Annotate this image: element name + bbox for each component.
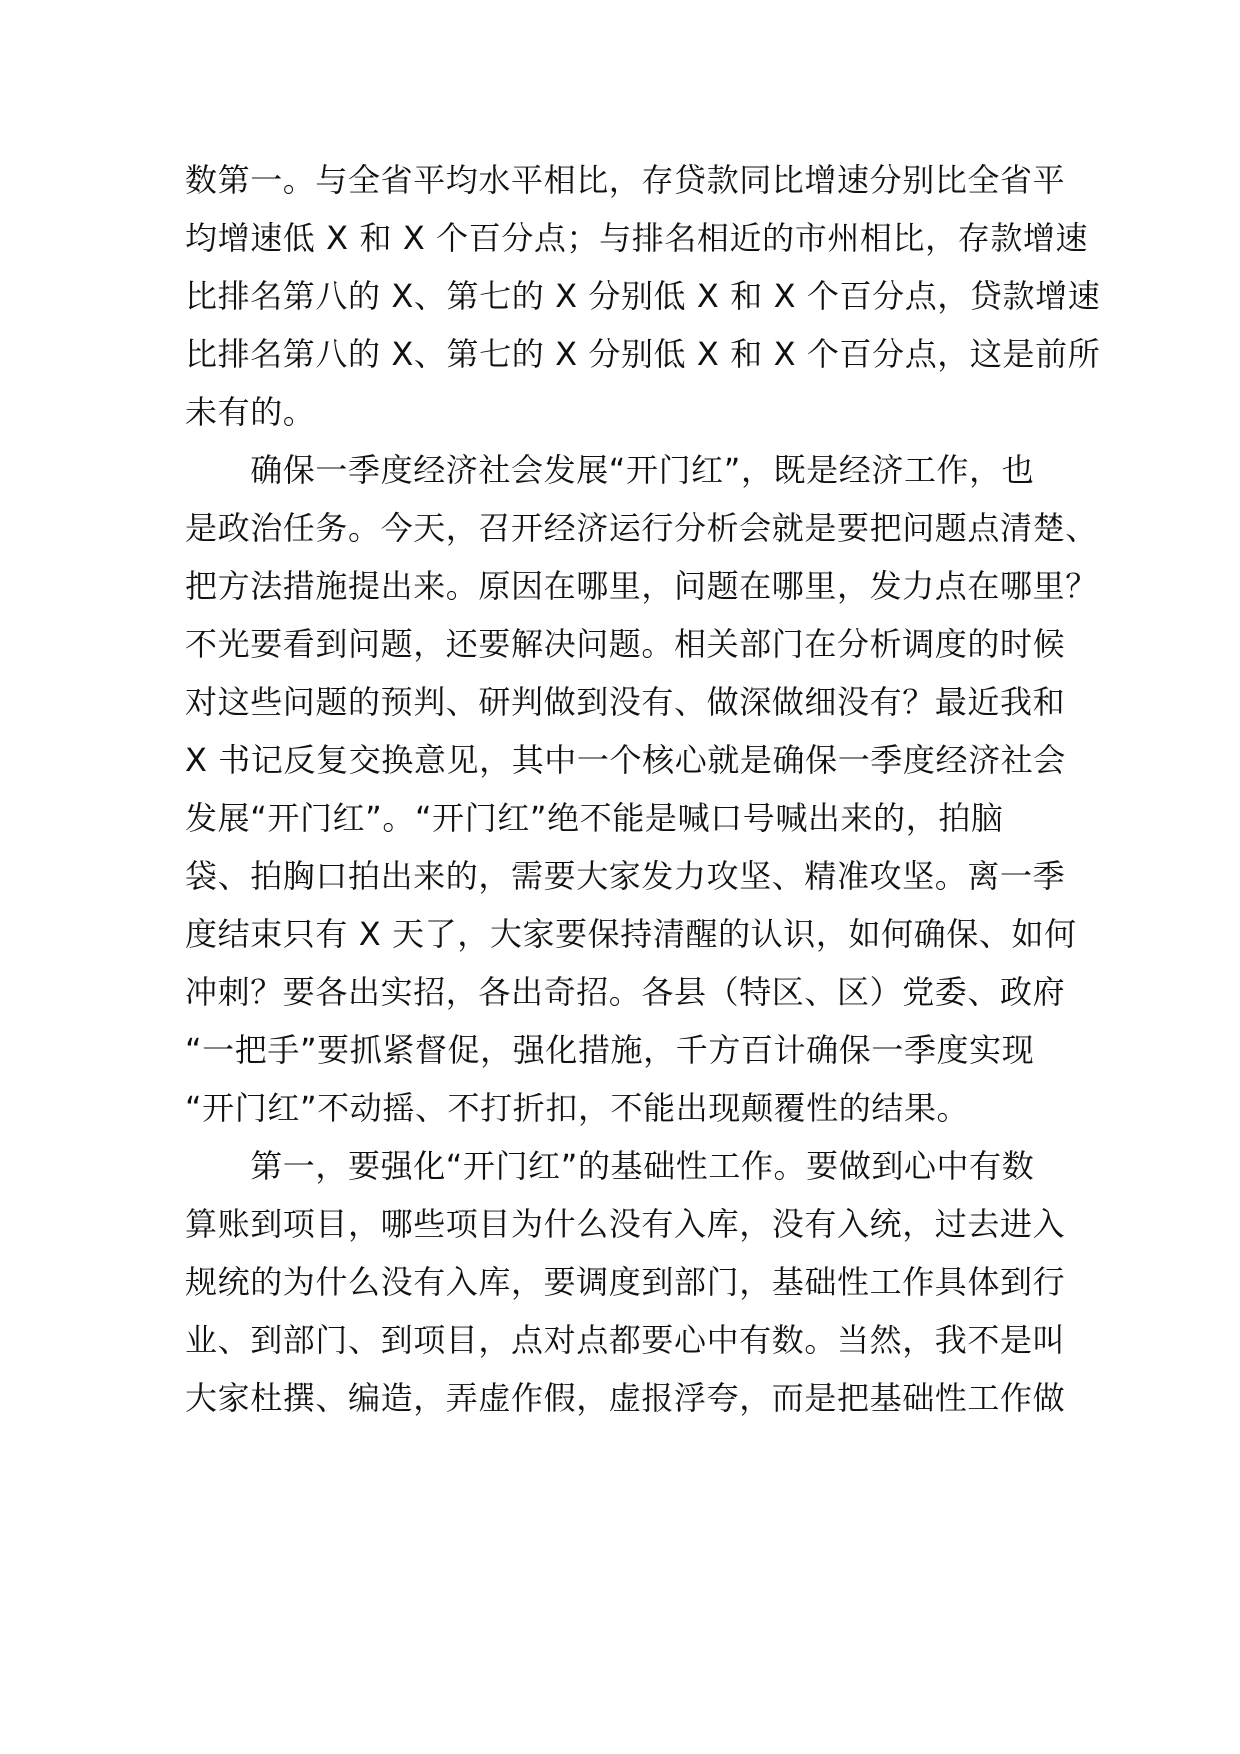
text-line: 度结束只有 X 天了，大家要保持清醒的认识，如何确保、如何 bbox=[185, 915, 1077, 953]
text-line: 比排名第八的 X、第七的 X 分别低 X 和 X 个百分点，这是前所 bbox=[185, 335, 1101, 373]
text-line: 确保一季度经济社会发展“开门红”，既是经济工作，也 bbox=[185, 451, 1035, 489]
text-line: “一把手”要抓紧督促，强化措施，千方百计确保一季度实现 bbox=[185, 1031, 1035, 1069]
text-line: 未有的。 bbox=[185, 393, 316, 431]
text-line: 是政治任务。今天，召开经济运行分析会就是要把问题点清楚、 bbox=[185, 509, 1098, 547]
text-line: 对这些问题的预判、研判做到没有、做深做细没有？最近我和 bbox=[185, 683, 1066, 721]
text-line: 大家杜撰、编造，弄虚作假，虚报浮夸，而是把基础性工作做 bbox=[185, 1379, 1066, 1417]
text-line: 规统的为什么没有入库，要调度到部门，基础性工作具体到行 bbox=[185, 1263, 1066, 1301]
text-line: 算账到项目，哪些项目为什么没有入库，没有入统，过去进入 bbox=[185, 1205, 1066, 1243]
text-line: 第一，要强化“开门红”的基础性工作。要做到心中有数 bbox=[185, 1147, 1035, 1185]
text-line: 比排名第八的 X、第七的 X 分别低 X 和 X 个百分点，贷款增速 bbox=[185, 277, 1101, 315]
text-line: 把方法措施提出来。原因在哪里，问题在哪里，发力点在哪里？ bbox=[185, 567, 1098, 605]
text-line: 袋、拍胸口拍出来的，需要大家发力攻坚、精准攻坚。离一季 bbox=[185, 857, 1066, 895]
text-line: 数第一。与全省平均水平相比，存贷款同比增速分别比全省平 bbox=[185, 161, 1066, 199]
text-line: 业、到部门、到项目，点对点都要心中有数。当然，我不是叫 bbox=[185, 1321, 1066, 1359]
text-line: 不光要看到问题，还要解决问题。相关部门在分析调度的时候 bbox=[185, 625, 1066, 663]
text-line: 冲刺？要各出实招，各出奇招。各县（特区、区）党委、政府 bbox=[185, 973, 1066, 1011]
text-line: 发展“开门红”。“开门红”绝不能是喊口号喊出来的，拍脑 bbox=[185, 799, 1004, 837]
text-line: X 书记反复交换意见，其中一个核心就是确保一季度经济社会 bbox=[185, 741, 1066, 779]
text-line: 均增速低 X 和 X 个百分点；与排名相近的市州相比，存款增速 bbox=[185, 219, 1089, 257]
text-line: “开门红”不动摇、不打折扣，不能出现颠覆性的结果。 bbox=[185, 1089, 970, 1127]
